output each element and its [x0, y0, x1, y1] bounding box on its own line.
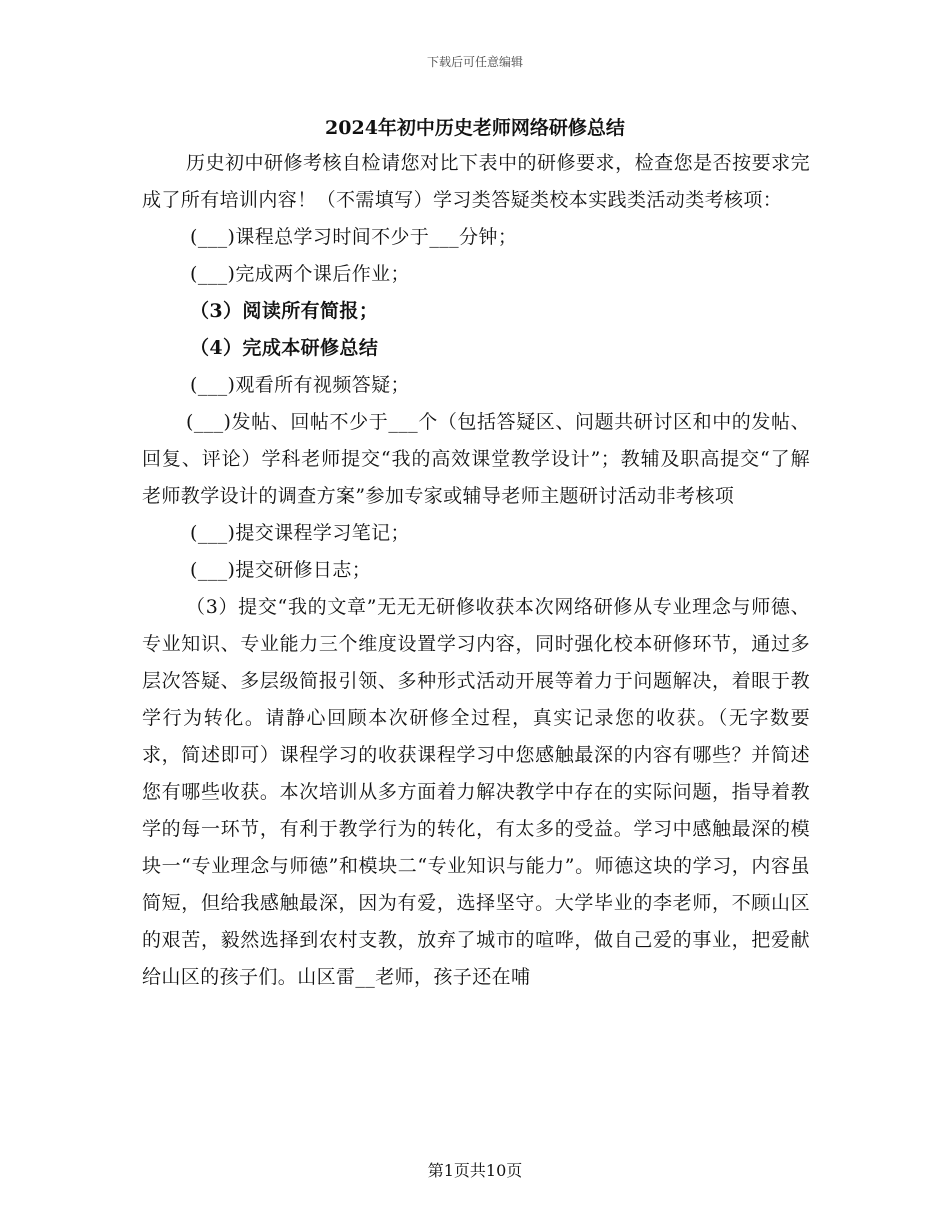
checklist-item: (___)观看所有视频答疑；	[190, 374, 410, 396]
checklist-item-bold: （4）完成本研修总结	[190, 337, 379, 359]
document-title: 2024年初中历史老师网络研修总结	[325, 117, 625, 139]
page-number: 第1页共10页	[427, 1161, 523, 1180]
checklist-item: (___)完成两个课后作业；	[190, 263, 410, 285]
page-header-note: 下载后可任意编辑	[426, 55, 523, 69]
intro-paragraph: 历史初中研修考核自检请您对比下表中的研修要求，检查您是否按要求完成了所有培训内容！（不需填写）学习类答疑类校本实践类活动类考核项：	[142, 152, 810, 211]
checklist-item: (___)提交课程学习笔记；	[190, 522, 410, 544]
checklist-item-bold: （3）阅读所有简报；	[190, 300, 379, 322]
document-body	[142, 145, 810, 996]
checklist-paragraph: (___)发帖、回帖不少于___个（包括答疑区、问题共研讨区和中的发帖、回复、评论）学科老师提交“我的高效课堂教学设计”；教辅及职高提交“了解老师教学设计的调查方案”参加专家或辅导老师主题研讨活动非考核项	[142, 411, 810, 507]
checklist-item: (___)提交研修日志；	[190, 559, 372, 581]
checklist-item: (___)课程总学习时间不少于___分钟；	[190, 226, 518, 248]
summary-paragraph: （3）提交“我的文章”无无无研修收获本次网络研修从专业理念与师德、专业知识、专业能力三个维度设置学习内容，同时强化校本研修环节，通过多层次答疑、多层级简报引领、多种形式活动开展等着力于问题解决，着眼于教学行为转化。请静心回顾本次研修全过程，真实记录您的收获。（无字数要求，简述即可）课程学习的收获课程学习中您感触最深的内容有哪些？并简述您有哪些收获。本次培训从多方面着力解决教学中存在的实际问题，指导着教学的每一环节，有利于教学行为的转化，有太多的受益。学习中感触最深的模块一“专业理念与师德”和模块二“专业知识与能力”。师德这块的学习，内容虽简短，但给我感触最深，因为有爱，选择坚守。大学毕业的李老师，不顾山区的艰苦，毅然选择到农村支教，放弃了城市的喧哗，做自己爱的事业，把爱献给山区的孩子们。山区雷__老师，孩子还在哺	[142, 596, 810, 988]
